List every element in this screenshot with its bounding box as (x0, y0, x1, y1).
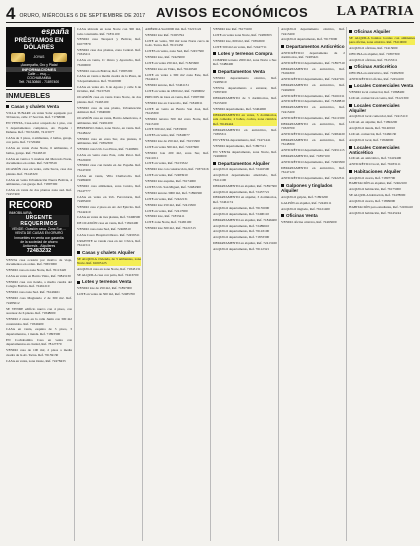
gold-bar-icon (11, 53, 25, 62)
record-detail-line: VENTA DE CASAS EN ORURO (14, 231, 64, 236)
category-heading (6, 104, 72, 109)
category-heading (349, 83, 415, 88)
classified-ad: ALQUILO oficinas, Ref. 76153311 (349, 57, 398, 62)
classified-ad: CASA en venta, esquina de 3 pisos, 3 departamentos, 1 tienda. Ref. 71893300 (6, 327, 72, 336)
bullet-square-icon (213, 162, 216, 165)
classified-ad: EN Cochabamba Casa en venta con departamentos en ciudad, Ref. 78127370 (6, 337, 72, 347)
classified-ad: CASA en venta zona Este, calle Petot. Ref. 78120200 (77, 153, 141, 162)
bullet-square-icon (349, 66, 352, 69)
classified-column (278, 27, 345, 541)
classified-ad: CASA en venta Urbanización Nueva Bolivia, 4 ambientes, con garaje. Ref. 71897300 (6, 177, 72, 187)
classified-ad: CASA en venta Av. 6 de Agosto y calle 6 de Octubre, Ref. 76137329 (77, 84, 141, 94)
classified-ad: ALQUILO cuarto, Ref. 71899000 (349, 199, 396, 204)
classified-ad: SE ALQUILA vivienda, de 3 ambientes, zona Norte. Ref. 61005125 (77, 256, 141, 266)
category-label: Locales Comerciales Anticrético (349, 144, 400, 155)
classified-column (210, 27, 277, 541)
classified-ad: LOTE en venta, 350 m2 zona Norte cerca de la Av. Tacna. Ref. 76115450 (145, 38, 209, 48)
classified-ad: LOTES en venta, Ref. 71840077 (145, 133, 190, 138)
record-detail-line: VENDE: Ocasión casa, Zona Sur, ... (11, 227, 67, 232)
classified-ad: HABITACIÓN en alquiler, Ref. 72462100 (349, 181, 407, 186)
classified-ad: OCASIÓN casa en venta, calle Sucre, casa dos plantas. Ref. 76143320 (6, 167, 72, 176)
banner-info-line: INFORMACIONES (6, 67, 72, 72)
classified-ad: SE VENDE edificio nuevo con 4 pisos, con ascensor de 6 plazas. Ref. 71848000 (6, 306, 72, 316)
classified-ad: ANTICRÉTICO departamento, Ref. 72422311 (281, 176, 345, 181)
classified-ad: DEPARTAMENTO en anticrético, Ref. 72462600 (281, 83, 345, 92)
classified-ad: DEPARTAMENTO en alquiler, Ref. 71846400 (213, 217, 277, 222)
classified-ad: VENDO casa de una planta, Urbanización Amistad. Ref. 71840600 (77, 105, 141, 115)
classified-ad: VENDO lote Ref. 76173100 (213, 27, 252, 31)
banner-gold-label: JOYAS (33, 55, 45, 59)
classified-ad: CASA en venta, C/ Oruro y Ayacucho, Ref. 76160000 (77, 58, 141, 67)
classified-ad: ALQUILO casa en zona Norte, Ref. 71843131 (77, 267, 141, 272)
classified-ad: ANTICRÉTICO departamento, Ref. 76111500 (281, 115, 345, 120)
classified-ad: CASA en venta de dos plantas zona sud. Ref. 72457400 (6, 187, 72, 197)
classified-ad: ALQUILO tinglado, Ref. 76121400 (281, 206, 330, 211)
bullet-square-icon (77, 281, 80, 284)
classified-ad: GALPÓN en alquiler, Ref. 72449111 (281, 200, 332, 205)
classified-ad: LOTE en venta 250 m2, Ref. 71825600 (145, 60, 199, 65)
classified-ad: VENDO local comercial, Ref. 71868400 (349, 90, 405, 95)
classified-ad: VENDO terreno 500 m2 zona Norte, Ref. 72413100 (145, 117, 209, 126)
classified-ad: LOTE en venta de 1800 m2, Ref. 72480002 (145, 89, 205, 94)
category-heading (281, 44, 345, 49)
category-label: Departamentos Venta (218, 68, 265, 74)
classified-ad: ALQUILO departamento, Ref. 76173000 (281, 37, 338, 42)
classified-ad: CASA ubicada en zona Norte con 300 m2, toda construida. Ref. 71831100 (77, 27, 141, 36)
banner-icons (6, 51, 72, 63)
category-heading (349, 169, 415, 174)
section-title: AVISOS ECONÓMICOS (156, 5, 309, 20)
classified-ad: CASA en venta, Villa Challacollo. Ref. 72489400 (77, 173, 141, 183)
record-detail-line: Inmuebles en venta con garantía (14, 235, 64, 240)
classified-ad: VENDO casa en zona Norte, Ref. 76113420 (6, 268, 67, 273)
classified-ad: ALQUILO departamento, Ref. 76112321 (213, 247, 270, 252)
bullet-square-icon (281, 214, 284, 217)
category-label: Habitaciones Alquiler (354, 168, 401, 174)
classified-ad: LOTES Urb. San Miguel, Ref. 72484300 (145, 184, 201, 189)
classified-ad: VENDO lote 200 m2, zona Sur, Ref. 72411011 (145, 151, 209, 160)
classified-ad: VENTA casa ocasión por motivo de viaje, documentos en orden. Ref. 70653000 (6, 257, 72, 267)
category-label: Oficinas Alquiler (354, 29, 391, 34)
classified-ad: CASA en venta a media cuadra de la Plaza, de 3 departamentos. Ref. 70410000 (77, 74, 141, 83)
section-heading: INMUEBLES (6, 89, 72, 102)
classified-ad: VENDO casa en Bolívar, Ref. 71897200 (77, 68, 133, 73)
classified-ad: VENDO departamento, Ref. 71897311 (213, 143, 266, 148)
classified-ad: VENDO casa dos plantas, zona Central. Ref. 71843211 (77, 47, 141, 57)
classified-ad: LOCAL comercial en venta, Ref. 76121300 (349, 96, 409, 101)
category-heading (213, 51, 277, 56)
classifieds-page (6, 4, 414, 542)
classified-ad: OCASIÓN casa en venta Zona Norte, de dos plantas. Ref. 72463100 (77, 95, 141, 104)
category-label: Locales Comerciales Alquiler (349, 102, 400, 113)
classified-ad: DEPARTAMENTO en anticrético, Ref. 72415200 (281, 105, 345, 114)
classified-ad: DEPARTAMENTO en anticrético, Ref. 71820700 (281, 121, 345, 131)
classified-ad: ALQUILO departamento, Ref. 72490110 (213, 211, 270, 216)
bullet-square-icon (349, 104, 352, 107)
classified-ad: VENDO departamento, Ref. 72464000 (213, 106, 267, 111)
page-header (6, 4, 414, 23)
gold-bar-icon (53, 53, 67, 62)
classified-ad: LOTE en venta de 300 m2, Ref. 72485700 (77, 292, 135, 297)
classified-ad: ALQUILO departamento, Ref. 71833300 (213, 235, 270, 240)
classified-ad: SE ALQUILA habitación, Ref. 72478000 (349, 193, 406, 198)
banner-slogan: ¡Acompaña, Oro y Plata! (20, 63, 58, 67)
classified-ad: VENDO lote 300 m2, Ref. 76121515 (145, 226, 196, 231)
bullet-square-icon (349, 85, 352, 88)
classified-ad: LOTE en venta, Ref. 72483910 (145, 173, 188, 178)
espana-brand-logo: españa (41, 27, 69, 36)
category-heading (77, 279, 141, 284)
bullet-square-icon (213, 52, 216, 55)
classified-ad: VENDO casa zona Sud, Ref. 72468310 (77, 227, 131, 232)
classified-ad: LOTE zona Norte, Ref. 72465100 (145, 220, 192, 225)
record-urgent-banner: URGENTE REQUERIMOS (9, 215, 69, 227)
classified-ad: CASA de 3 pisos, 4 ambientes, 2 baños, garaje, con patio. Ref. 71720462 (6, 135, 72, 145)
classified-ad: ANTICRÉTICO departamento, Ref. 71848810 (281, 99, 345, 104)
classified-ad: CASA en venta en Urb. Ferroviaria, Ref. 72483200 (77, 194, 141, 204)
category-label: Departamentos Alquiler (218, 160, 270, 166)
classified-ad: DEPARTAMENTO en anticrético, Ref. 76147120 (281, 165, 345, 175)
classified-ad: ALQUILO galpón, Ref. 71893200 (281, 194, 328, 199)
category-heading (213, 69, 277, 74)
classified-ad: AMÉRICA Sud 6000 m2. Ref. 72215122 (145, 27, 202, 31)
classified-ad: CASA en venta a 3 cuadras del Mercado Norte, documentos en orden. Ref. 72478316 (6, 156, 72, 166)
classified-ad: CASA en venta Zona Norte, 6 ambientes, 2 baños, garaje. Ref. 76146310 (6, 146, 72, 155)
classified-ad: COMPRO terreno 2000 m2, zona Norte o Sur. Ref. 72486400 (213, 57, 277, 67)
classified-ad: VENDO terreno, Ref. 72461131 (145, 83, 190, 88)
classified-ad: ALQUILO departamento, Ref. 72489610 (213, 223, 270, 228)
classified-ad: LOCAL en alquiler, Ref. 71892200 (349, 120, 398, 125)
classified-ad: DEPARTAMENTO en alquiler, Ref. 71897300 (213, 183, 277, 188)
classified-ad: ALQUILO departamento, Ref. 72457721 (213, 189, 270, 194)
classified-ad: VENDO lote Ref. 71065794 (145, 32, 184, 37)
classified-ad: EN VENTA departamento, Ref. 72471441 (213, 137, 271, 142)
classified-ad: VENDO casa ambientes, zona Centro, Ref. 76147777 (77, 184, 141, 193)
classified-ad: VENDO lote, Ref. 72425000 (145, 55, 185, 60)
category-label: Galpones y tinglados Alquiler (281, 182, 333, 194)
classified-ad: VENDO casa Magisterio 2 de 300 m2. Ref. 72483012 (6, 296, 72, 305)
classified-ad: SE ALQUILA bonitos locales con ambientes para oficina, zona céntrica. Ref. 76110000 (349, 35, 415, 45)
classified-ad: ALQUILO departamento, Ref. 76155000 (213, 205, 270, 210)
classified-ad: ALQUILO cuarto, Ref. 71897700 (349, 175, 396, 180)
classified-ad: DEPARTAMENTO en anticrético, Ref. 76148300 (281, 137, 345, 147)
classified-ad: DE OCASIÓN casa en venta, Ref. 71822400 (77, 221, 139, 226)
category-heading (349, 64, 415, 69)
bullet-square-icon (349, 170, 352, 173)
bullet-square-icon (6, 105, 9, 108)
dateline: ORURO, MIÉRCOLES 6 DE SEPTIEMBRE DE 2017 (19, 13, 146, 19)
category-heading (281, 183, 345, 193)
classified-ad: ANTICRÉTICO departamento, Ref. 71897510 (281, 60, 345, 65)
classified-ad: HERMOSO chalet, zona Norte, en venta. Ref. 76148222 (77, 126, 141, 135)
classified-column (74, 27, 141, 541)
classified-ad: OFICINA en anticrético, Ref. 72482300 (349, 71, 404, 76)
category-label: Lotes y terrenos Venta (82, 279, 132, 285)
classified-ad: VENDO lote con construcción, Ref. 71871616 (145, 167, 209, 172)
bullet-square-icon (281, 45, 284, 48)
classified-column (6, 27, 72, 541)
classified-ad: URGENTE se vende casa en Av. Cívica, Ref. 76141511 (77, 238, 141, 248)
banner-info-line: COCHABAMBA (26, 76, 52, 80)
classified-ad: EN VENTA, Casa-solar ocupado de 1 piso, con 3 departamentos completos, Av. España / Dehene. Ref.: 76152465, 74115077 (6, 121, 72, 135)
category-heading (281, 213, 345, 218)
category-heading (213, 161, 277, 166)
banner-info-line: Calle ... esq. ... (27, 72, 51, 76)
classified-ad: LOTE en venta en Barrio San José, Ref. 76143300 (145, 106, 209, 116)
classified-ad: LOCAL comercial, Ref. 72460130 (349, 132, 397, 137)
classified-ad: VENDO terreno 3000 m2, Ref. 71896300 (145, 190, 202, 195)
classified-ad: HABITACIÓN para estudiante, Ref. 72456410 (349, 204, 413, 209)
classified-ad: VILLA TUNARI: en venta Solar equipado por 30 bancas, calle 17 Sección. Ref. 71768096 (6, 110, 72, 120)
classified-ad: LOTES en venta, zona Sud, Ref. 72457300 (145, 49, 204, 54)
classified-ad: DEPARTAMENTO en anticrético, Ref. 76164300 (281, 66, 345, 76)
classified-ad: ALQUILO departamento amoblado, Ref. 76111100 (213, 173, 277, 182)
classified-ad: VENDO casa con tienda, a media cuadra del Colegio Bolivia. Ref. 72461210 (6, 279, 72, 289)
classified-ad: VENDO oficina céntrica, Ref. 72463000 (281, 219, 337, 224)
classified-ad: CASA Cosco Hospital Obrero. Ref. 72459311 (77, 233, 140, 238)
classified-ad: ALQUILO oficinas, Ref. 72413000 (349, 46, 398, 51)
banner-info-line: Telf. 76130860 - 71897400 (18, 80, 60, 84)
classified-ad: VENDO casa Tarapacá y Bolivar, Ref. 61077879 (77, 37, 141, 46)
category-label: Locales Comerciales Venta (354, 83, 414, 89)
classified-ad: LOTE en venta, Ref. 72417000 (145, 208, 188, 213)
classified-ad: ALQUILO habitación, Ref. 76145244 (349, 210, 401, 215)
classified-ad: LOTE en venta, Ref. 72422131 (145, 196, 188, 201)
classified-ad: LOTE 500 m2 en venta, Ref. 72447711 (213, 44, 267, 49)
classified-ad: LOTE en venta, Ref. 76133322 (145, 161, 188, 166)
classified-ad: VENDO lote de 250 m2, Ref. 71897000 (77, 286, 132, 291)
classified-ad: PRECIOS de lotes en venta, Ref. 71897360 (145, 94, 205, 99)
classified-ad: LOTE en venta a 300 m2 zona Este, Ref. 76144211 (145, 72, 209, 82)
classified-ad: ANTICRÉTICO departamento, Ref. 72447101 (281, 77, 345, 82)
record-phone: 72483232 (26, 247, 52, 254)
classified-ad: ALQUILO tienda, Ref. 76140010 (349, 126, 396, 131)
record-real-estate-ad (6, 198, 72, 255)
category-heading (349, 145, 415, 155)
category-label: Oficinas Anticrético (354, 64, 398, 70)
classified-ad: DEPARTAMENTO en alquiler, Ref. 72413160 (213, 241, 277, 246)
bullet-square-icon (349, 146, 352, 149)
bullet-square-icon (213, 70, 216, 73)
classified-ad: ANTICRÉTICO departamento, Ref. 72484220 (281, 132, 345, 136)
classified-ad: LOTE en venta zona Norte, Ref. 72480303 (213, 32, 272, 37)
page-number: 4 (6, 4, 16, 23)
espana-loan-banner (6, 27, 72, 87)
classified-columns (6, 27, 414, 541)
newspaper-masthead: LA PATRIA (336, 4, 414, 19)
category-label: Casas y chalets Alquiler (82, 249, 135, 255)
classified-ad: DEPARTAMENTO en venta, 3 dormitorios, sala comedor, 2 baños, cocina, zona céntrica. Ref. 76149444 (213, 112, 277, 126)
classified-ad: VENDO casa 2 pisos en Av. del Ejército. Ref. 76142410 (77, 205, 141, 214)
category-heading (349, 103, 415, 113)
classified-ad: ANTICRÉTICO departamento, Ref. 76161011 (281, 93, 345, 98)
classified-ad: VENDO lote, 600 m2, Ref. 71894500 (213, 38, 265, 43)
classified-ad: ALQUILO local comercial, Ref. 72413110 (349, 114, 408, 119)
bullet-square-icon (281, 184, 284, 187)
classified-ad: VENDO lote esquina, Ref. 76174000 (145, 179, 196, 184)
classified-ad: ANTICRÉTICO departamento, Ref. 72463300 (281, 160, 345, 165)
record-subtitle: INMOBILIARIA (9, 211, 32, 216)
classified-ad: VENDO lote, Ref. 71833411 (145, 214, 185, 219)
record-logo: RECORD (9, 200, 53, 212)
classified-ad: VENDO casa con tienda en Av. España. Ref. 76147200 (77, 163, 141, 172)
classified-column (142, 27, 209, 541)
classified-ad: CASA en venta de tres plantas, Ref. 72496500 (77, 215, 141, 220)
record-detail-line: de la sociedad de ahorro (20, 239, 58, 244)
classified-ad: LOTE 500 m2, Ref. 71833000 (145, 127, 187, 132)
classified-ad: CASA en venta en Barrio Vinto, Ref. 70843130 (6, 274, 71, 279)
classified-ad: ANTICRÉTICO departamento de 2 dormitorios, Ref. 72483421 (281, 50, 345, 60)
classified-ad: ALQUILO local, Ref. 71849000 (349, 138, 394, 143)
classified-ad: OFICINA en alquiler, Ref. 71897300 (349, 51, 400, 56)
classified-ad: VENDO departamento céntrico, Ref. 72483010 (213, 75, 277, 85)
category-heading (349, 29, 415, 34)
bullet-square-icon (77, 251, 80, 254)
classified-column (346, 27, 415, 541)
banner-headline: PRÉSTAMOS EN DÓLARES (14, 37, 64, 51)
classified-ad: VENDO 2 casas en la calle Junín con 300 m2 construidos. Ref. 71840400 (6, 317, 72, 326)
classified-ad: EN VENTA departamento, zona Norte, Ref. 72460000 (213, 149, 277, 159)
category-label: Lotes y terrenos Compra (218, 51, 273, 57)
classified-ad: ALQUILO habitación, Ref. 76175000 (349, 187, 401, 192)
classified-ad: DEPARTAMENTO, Ref. 71897100 (281, 154, 330, 159)
classified-ad: ANTICRÉTICO local, Ref. 76183111 (349, 162, 401, 167)
classified-ad: CASA en venta, zona Oeste, Ref. 72478433 (6, 358, 66, 363)
classified-ad: ALQUILO departamento, Ref. 76143100 (213, 229, 270, 234)
category-label: Oficinas Venta (286, 213, 318, 219)
category-label: Departamentos Anticrético (286, 43, 345, 49)
classified-ad: LOTE en venta 300 m2, Ref. 72437600 (145, 145, 199, 150)
classified-ad: VENTA departamento a estrenar, Ref. 71897400 (213, 85, 277, 95)
classified-ad: OCASIÓN casa en venta, Barrio Americano, 4 ambientes. Ref. 72491200 (77, 116, 141, 125)
bullet-square-icon (349, 30, 352, 33)
classified-ad: VENDO lote de 250 m2, Ref. 76153300 (145, 139, 200, 144)
classified-ad: VENDO casa de 100 m2, 2 pisos a media cuadra de la Av. Tacna. Ref. 76159130 (6, 348, 72, 357)
category-heading (77, 250, 141, 255)
classified-ad: SE ALQUILA casa con patio, Ref. 72416700 (77, 272, 139, 277)
classified-ad: VENDO lote 250 m2, Ref. 72413300 (145, 202, 196, 207)
classified-ad: VENDO casa en zona Sur, dos plantas, 6 ambientes. Ref. 71892300 (77, 136, 141, 146)
classified-ad: DEPARTAMENTO en alquiler, 3 dormitorios, Ref. 72461174 (213, 195, 277, 204)
classified-ad: ANTICRÉTICO departamento, Ref. 72451113 (281, 148, 345, 153)
classified-ad: ALQUILO departamento céntrico, Ref. 72413200 (281, 27, 345, 36)
classified-ad: ALQUILO departamento, Ref. 72416500 (213, 167, 270, 172)
classified-ad: DEPARTAMENTO de 3 dormitorios, Ref. 76153200 (213, 96, 277, 105)
classified-ad: LOCAL en anticrético, Ref. 72419400 (349, 156, 402, 161)
classified-ad: VENDO lote en Vinto, Ref. 76126520 (145, 66, 197, 71)
category-label: Casas y chalets Venta (11, 104, 60, 109)
classified-ad: VENDO casa zona Sud. Ref. 76149461 (6, 290, 60, 295)
classified-ad: VENDO casa Urb. Los Pinos, Ref. 71469901 (77, 147, 139, 152)
classified-ad: VENDO lote en Caracollo, Ref. 71840011 (145, 100, 203, 105)
record-detail-line: Anticresis - Alquileres (22, 243, 56, 248)
classified-ad: ANTICRÉTICO oficina, Ref. 72454100 (349, 76, 404, 81)
classified-ad: DEPARTAMENTO en anticrético, Ref. 71893311 (213, 127, 277, 137)
